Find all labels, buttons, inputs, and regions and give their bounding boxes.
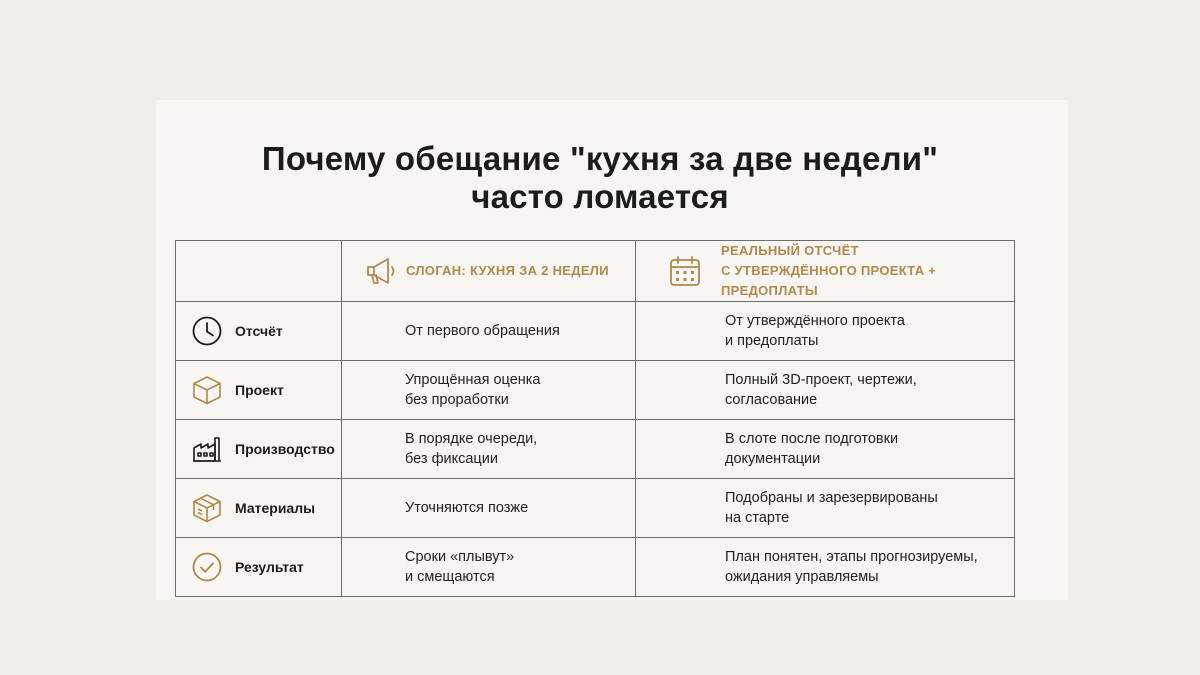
table-header-row: [176, 241, 1015, 302]
row-slogan-cell: [342, 361, 636, 420]
table-row: [176, 479, 1015, 538]
row-real-line: План понятен, этапы прогнозируемы,: [725, 549, 978, 565]
materials-icon: [191, 492, 223, 524]
row-real-line: ожидания управляемы: [725, 569, 879, 585]
page-title: [0, 140, 1200, 216]
row-label: Результат: [235, 559, 304, 575]
table-row: [176, 538, 1015, 597]
row-label-cell: [176, 361, 342, 420]
row-label-cell: [176, 479, 342, 538]
header-real-line-1: РЕАЛЬНЫЙ ОТСЧЁТ: [721, 243, 859, 258]
header-empty-cell: [176, 241, 342, 302]
row-slogan-line: В порядке очереди,: [405, 431, 538, 447]
row-real-line: В слоте после подготовки: [725, 431, 899, 447]
row-real-cell: [636, 302, 1015, 361]
row-slogan-line: Уточняются позже: [405, 500, 529, 516]
table-row: [176, 420, 1015, 479]
megaphone-icon: [364, 253, 400, 289]
clock-icon: [191, 315, 223, 347]
row-slogan-line: без проработки: [405, 392, 509, 408]
row-real-line: на старте: [725, 510, 790, 526]
row-label: Материалы: [235, 500, 316, 516]
header-real-line-2: С УТВЕРЖДЁННОГО ПРОЕКТА + ПРЕДОПЛАТЫ: [721, 263, 937, 298]
row-slogan-line: Сроки «плывут»: [405, 549, 515, 565]
row-slogan-line: и смещаются: [405, 569, 495, 585]
row-real-line: документации: [725, 451, 821, 467]
title-line-2: часто ломается: [471, 178, 729, 215]
title-line-1: Почему обещание "кухня за две недели": [261, 140, 939, 177]
header-slogan-cell: [342, 241, 636, 302]
row-slogan-cell: [342, 420, 636, 479]
row-real-line: и предоплаты: [725, 333, 819, 349]
row-slogan-cell: [342, 479, 636, 538]
header-slogan-label: СЛОГАН: КУХНЯ ЗА 2 НЕДЕЛИ: [406, 263, 609, 278]
box-icon: [191, 374, 223, 406]
calendar-icon: [668, 253, 702, 289]
row-real-line: Полный 3D-проект, чертежи,: [725, 372, 917, 388]
row-slogan-line: без фиксации: [405, 451, 498, 467]
row-real-line: Подобраны и зарезервированы: [725, 490, 938, 506]
header-real-cell: [636, 241, 1015, 302]
row-real-line: От утверждённого проекта: [725, 313, 905, 329]
row-slogan-cell: [342, 302, 636, 361]
table-row: [176, 302, 1015, 361]
row-real-cell: [636, 420, 1015, 479]
row-label-cell: [176, 538, 342, 597]
checkmark-circle-icon: [191, 551, 223, 583]
factory-icon: [191, 433, 223, 465]
row-real-cell: [636, 361, 1015, 420]
row-slogan-cell: [342, 538, 636, 597]
row-real-cell: [636, 479, 1015, 538]
row-label-cell: [176, 302, 342, 361]
row-label: Производство: [235, 441, 335, 457]
row-real-cell: [636, 538, 1015, 597]
row-slogan-line: Упрощённая оценка: [405, 372, 541, 388]
row-real-line: согласование: [725, 392, 818, 408]
row-label: Отсчёт: [235, 323, 283, 339]
table-row: [176, 361, 1015, 420]
comparison-table: [175, 240, 1015, 597]
row-label: Проект: [235, 382, 284, 398]
header-real-label: [721, 241, 1014, 301]
row-slogan-line: От первого обращения: [405, 323, 560, 339]
row-label-cell: [176, 420, 342, 479]
